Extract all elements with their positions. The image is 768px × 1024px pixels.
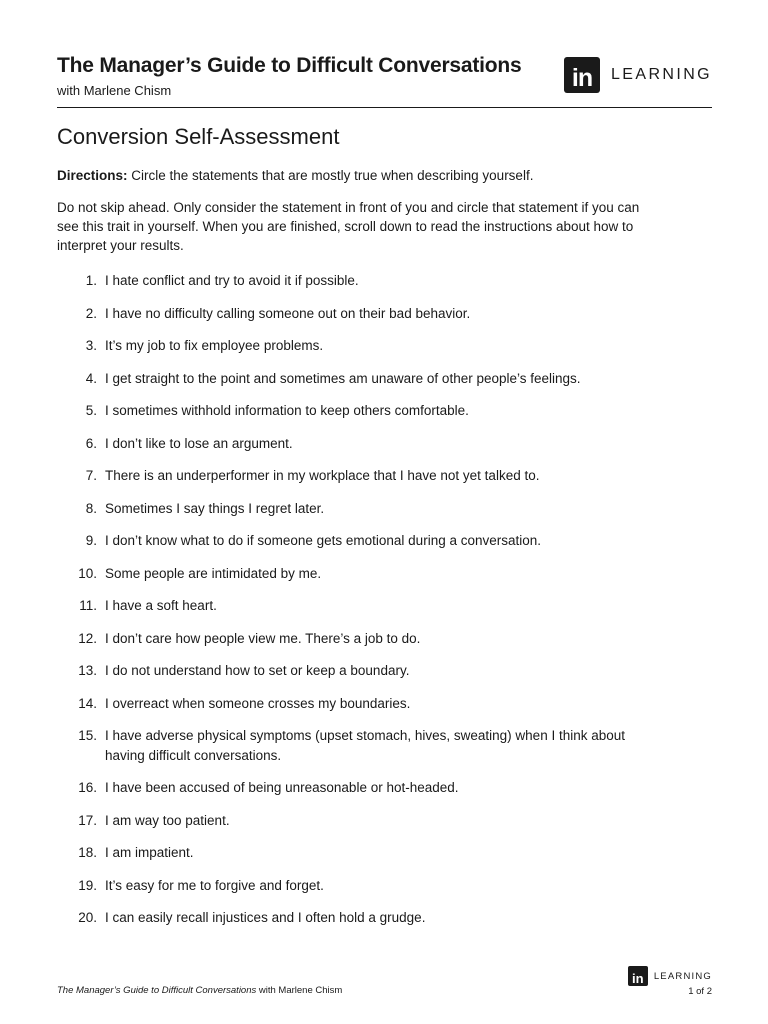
statement-number: 11. [79,598,97,613]
statement-item[interactable] [57,434,657,454]
statement-text: I get straight to the point and sometimes am unaware of other people’s feelings. [105,370,581,386]
directions-paragraph [57,166,657,185]
statement-text: I have no difficulty calling someone out on their bad behavior. [105,305,471,321]
section-title: Conversion Self-Assessment [57,124,340,149]
statement-item[interactable] [57,564,657,584]
linkedin-icon: in [564,57,600,93]
statement-text: I am impatient. [105,845,194,860]
linkedin-learning-logo [564,57,712,93]
statement-number: 19. [78,877,97,893]
statement-number: 20. [78,910,97,925]
statement-text: It’s my job to fix employee problems. [105,338,324,353]
statement-number: 6. [85,435,97,451]
statement-number: 7. [85,468,97,483]
statement-number: 13. [78,663,97,678]
statement-number: 4. [85,370,97,386]
statement-item[interactable] [57,843,657,863]
statement-text: I don’t like to lose an argument. [105,435,293,451]
footer-course-title [57,985,342,996]
statement-number: 9. [85,533,97,548]
statement-text: I have been accused of being unreasonable or hot-headed. [105,780,459,795]
statement-item[interactable] [57,629,657,649]
statement-item[interactable] [57,778,657,798]
statement-number: 3. [85,338,97,353]
statement-number: 15. [78,728,97,743]
statement-number: 18. [78,845,97,860]
footer-author: with Marlene Chism [256,985,343,996]
statement-text: I sometimes withhold information to keep others comfortable. [105,403,469,418]
statement-item[interactable] [57,369,657,389]
statement-number: 1. [85,273,97,288]
statement-text: I have adverse physical symptoms (upset stomach, hives, sweating) when I think about having difficult conversations. [105,728,626,763]
document-header [57,54,712,108]
statement-list [57,271,657,941]
statement-item[interactable] [57,596,657,616]
statement-item[interactable] [57,694,657,714]
statement-item[interactable] [57,531,657,551]
statement-number: 8. [85,500,97,516]
document-subtitle: with Marlene Chism [57,83,172,98]
statement-item[interactable] [57,661,657,681]
statement-text: I am way too patient. [105,812,230,828]
statement-item[interactable] [57,811,657,831]
statement-text: It’s easy for me to forgive and forget. [105,877,324,893]
instructions-paragraph: Do not skip ahead. Only consider the statement in front of you and circle that statement if you can see this trait in yourself. When you are finished, scroll down to read the instructions about how to interpret your results. [57,200,640,253]
footer-logo [628,966,712,986]
statement-number: 5. [85,403,97,418]
page-number: 1 of 2 [688,986,712,997]
document-title: The Manager’s Guide to Difficult Conversations [57,54,522,77]
logo-wordmark: LEARNING [611,66,712,83]
statement-item[interactable] [57,499,657,519]
header-divider [57,107,712,108]
statement-text: I can easily recall injustices and I often hold a grudge. [105,910,426,925]
statement-item[interactable] [57,908,657,928]
statement-item[interactable] [57,271,657,291]
statement-item[interactable] [57,336,657,356]
statement-text: There is an underperformer in my workplace that I have not yet talked to. [105,468,540,483]
statement-number: 2. [85,305,97,321]
statement-text: I overreact when someone crosses my boundaries. [105,695,411,711]
directions-text: Circle the statements that are mostly true when describing yourself. [127,168,534,183]
statement-item[interactable] [57,401,657,421]
statement-item[interactable] [57,876,657,896]
statement-text: I don’t care how people view me. There’s a job to do. [105,630,421,646]
statement-number: 12. [78,630,97,646]
statement-text: I do not understand how to set or keep a boundary. [105,663,410,678]
statement-text: I don’t know what to do if someone gets emotional during a conversation. [105,533,542,548]
footer-logo-wordmark: LEARNING [653,970,712,982]
statement-item[interactable] [57,726,657,765]
footer-title: The Manager’s Guide to Difficult Conversations [57,985,257,996]
statement-item[interactable] [57,304,657,324]
statement-number: 14. [78,695,97,711]
directions-label: Directions: [57,168,128,183]
linkedin-icon: in [628,966,648,986]
statement-number: 17. [78,812,97,828]
statement-text: Sometimes I say things I regret later. [105,500,325,516]
statement-number: 16. [78,780,97,795]
statement-text: I hate conflict and try to avoid it if possible. [105,273,359,288]
statement-text: Some people are intimidated by me. [105,565,322,581]
statement-number: 10. [78,565,97,581]
statement-text: I have a soft heart. [105,598,217,613]
statement-item[interactable] [57,466,657,486]
